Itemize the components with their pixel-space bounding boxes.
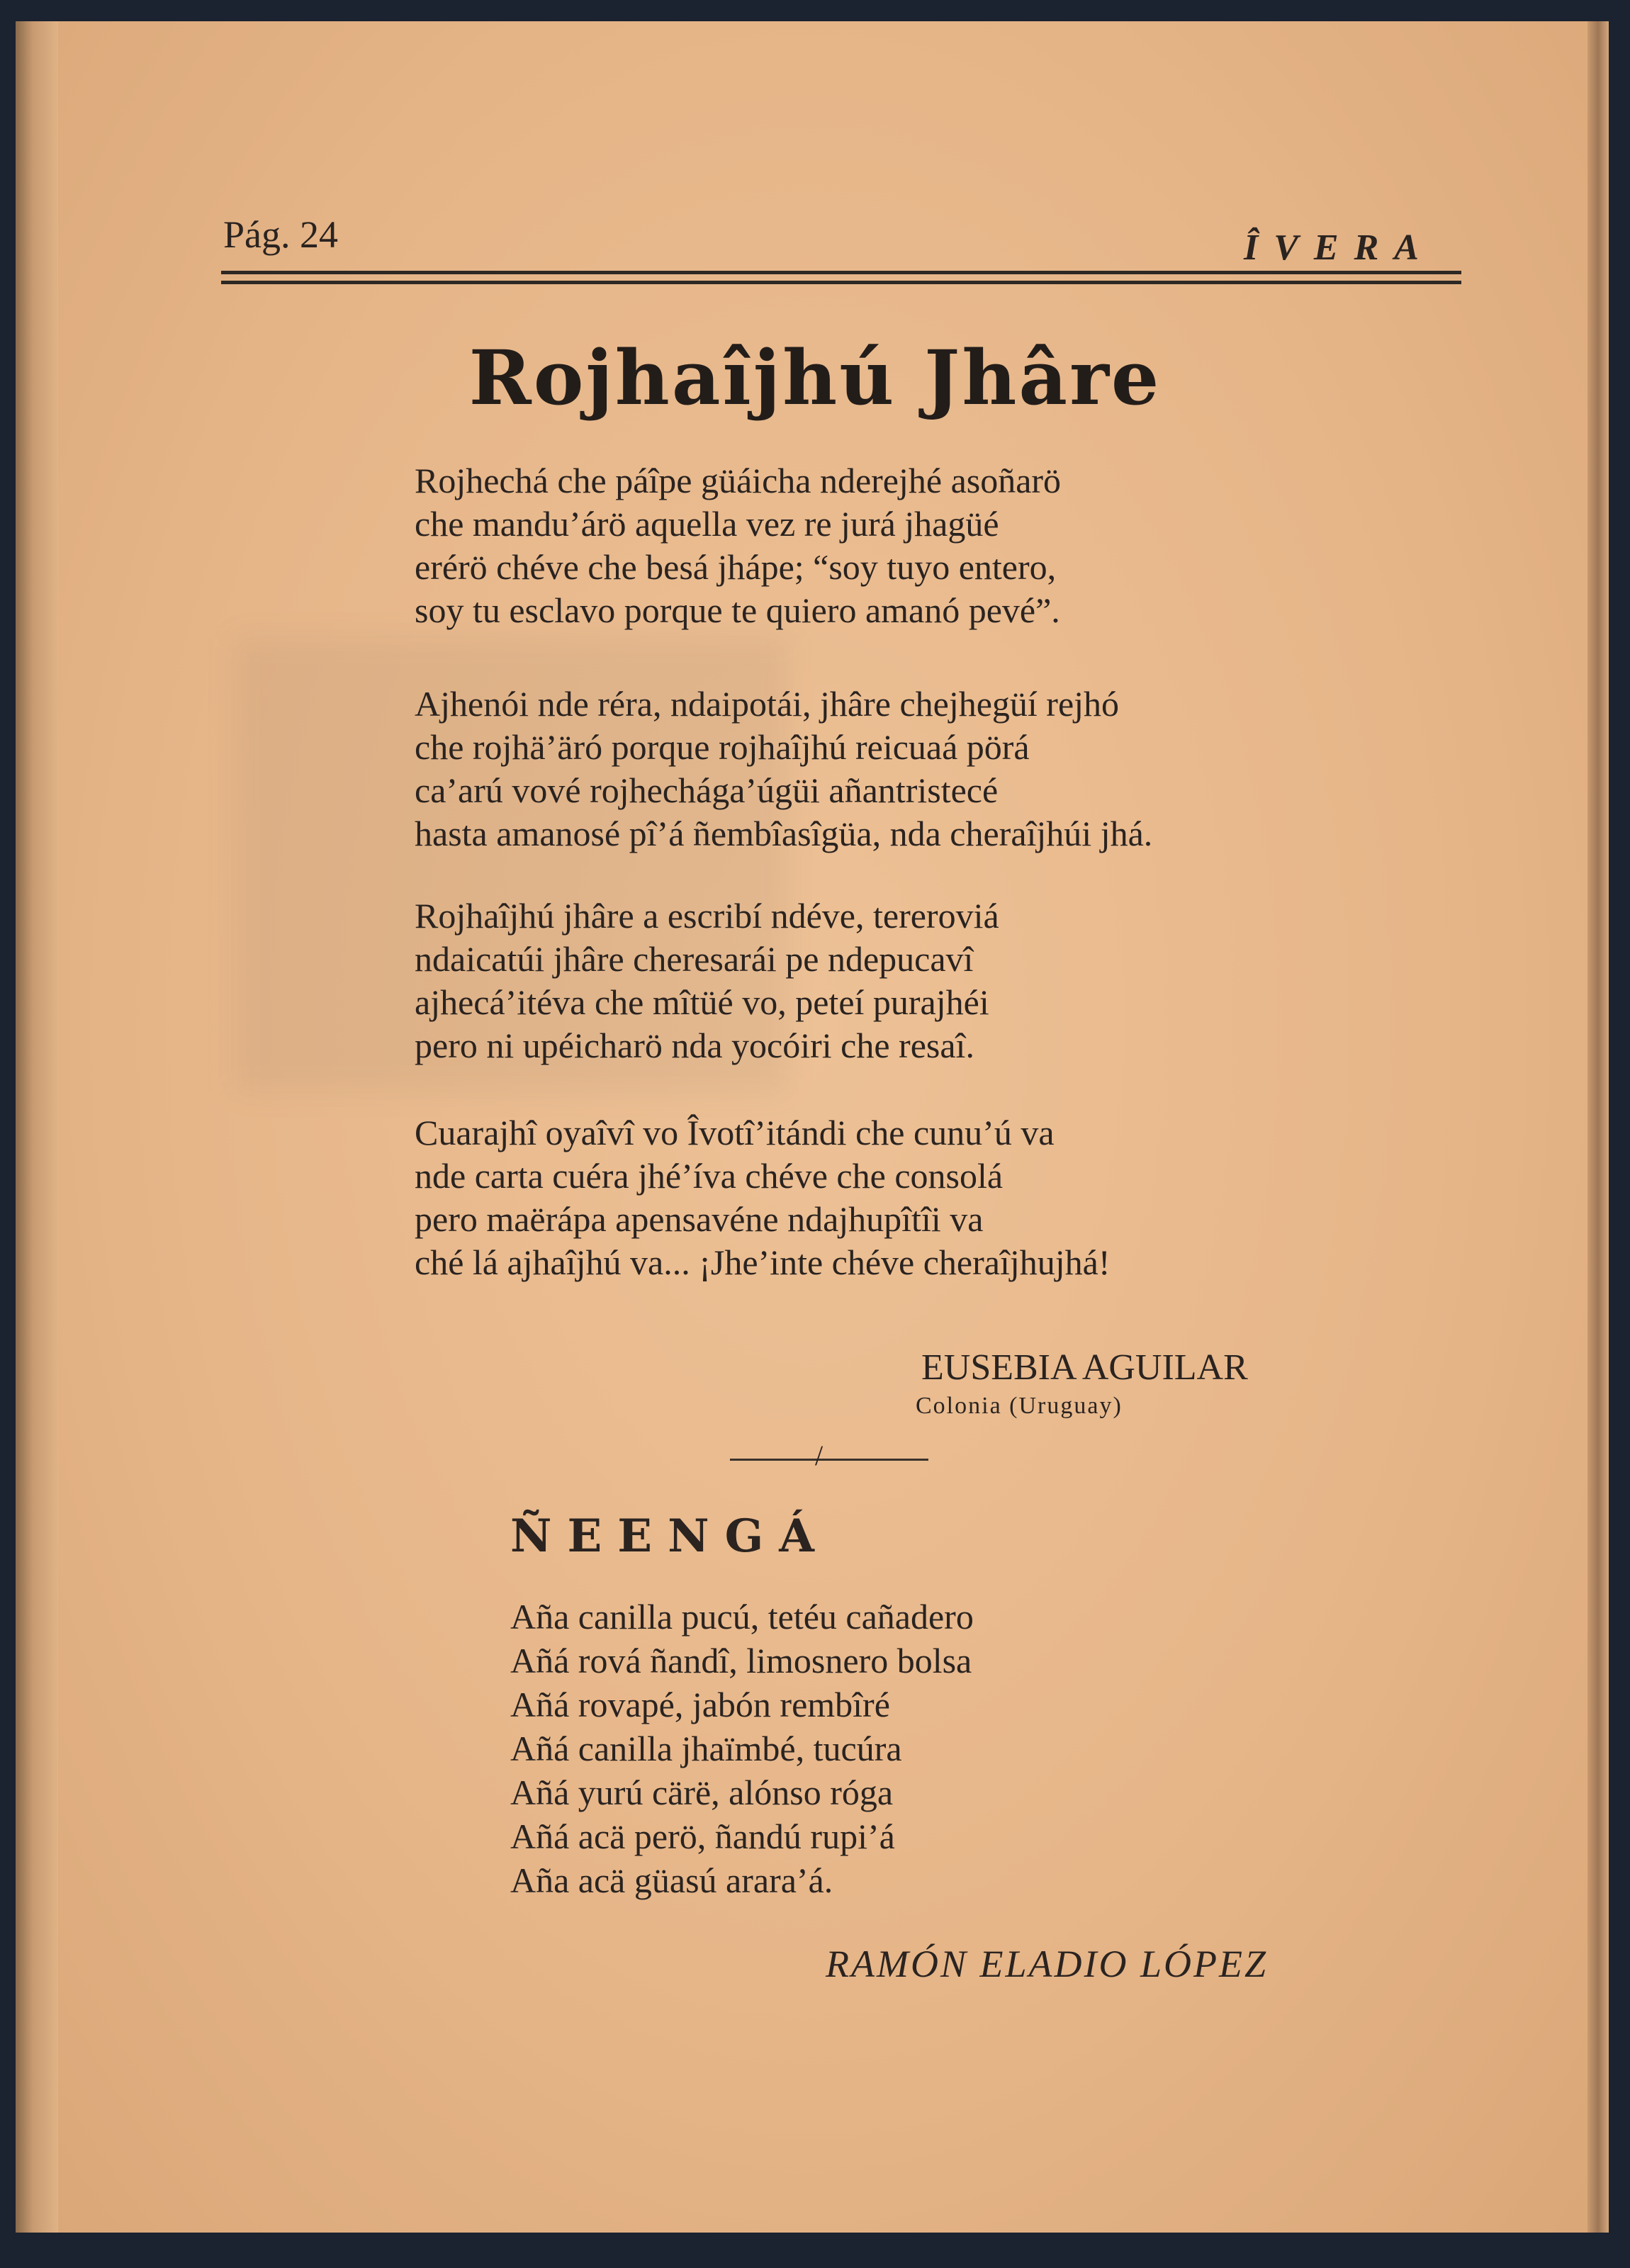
stanza-1 [415,459,1061,632]
poem-line: Aña canilla pucú, tetéu cañadero [510,1597,974,1637]
author-name-2: RAMÓN ELADIO LÓPEZ [826,1943,1268,1985]
section-divider [730,1459,928,1461]
poem-title: Rojhaîjhú Jhâre [468,333,1162,422]
poem-line: che mandu’árö aquella vez re jurá jhagüé [415,504,999,544]
poem-line: che rojhä’äró porque rojhaîjhú reicuaá pörá [415,727,1030,767]
poem-line: Añá yurú cärë, alónso róga [510,1773,894,1812]
poem-2-body [510,1595,974,1902]
poem-line: Rojhechá che páîpe güáicha nderejhé asoñarö [415,461,1062,500]
header-rule-top [221,271,1461,274]
poem-line: hasta amanosé pî’á ñembîasîgüa, nda cheraîjhúi jhá. [415,814,1153,853]
magazine-title: ÎVERA [1244,228,1434,268]
poem-line: Aña acä güasú arara’á. [510,1860,833,1900]
author-name: EUSEBIA AGUILAR [921,1347,1248,1388]
poem-line: pero ni upéicharö nda yocóiri che resaî. [415,1026,974,1065]
poem-line: Rojhaîjhú jhâre a escribí ndéve, tereroviá [415,896,999,936]
poem-line: ca’arú vové rojhechága’úgüi añantristecé [415,770,999,810]
poem-title-2: ÑEENGÁ [510,1510,830,1563]
poem-line: ndaicatúi jhâre cheresarái pe ndepucavî [415,939,974,979]
poem-line: ché lá ajhaîjhú va... ¡Jhe’inte chéve cheraîjhujhá! [415,1242,1111,1282]
poem-line: Añá rová ñandî, limosnero bolsa [510,1641,972,1680]
poem-line: Ajhenói nde réra, ndaipotái, jhâre chejhegüí rejhó [415,684,1120,724]
poem-line: ajhecá’itéva che mîtüé vo, peteí purajhéi [415,982,989,1022]
divider-mark: / [815,1439,824,1471]
scan-border [16,2233,1610,2268]
stanza-4 [415,1111,1110,1284]
poem-line: Añá rovapé, jabón rembîré [510,1685,890,1724]
poem-line: Añá canilla jhaïmbé, tucúra [510,1729,902,1768]
header-rule-bottom [221,281,1461,284]
stanza-2 [415,683,1152,855]
poem-line: nde carta cuéra jhé’íva chéve che consolá [415,1156,1004,1196]
poem-line: soy tu esclavo porque te quiero amanó pevé”. [415,590,1060,630]
poem-line: pero maërápa apensavéne ndajhupîtîi va [415,1199,984,1239]
poem-line: Añá acä perö, ñandú rupi’á [510,1817,895,1856]
stanza-3 [415,894,999,1067]
author-location: Colonia (Uruguay) [916,1393,1123,1419]
poem-line: Cuarajhî oyaîvî vo Îvotî’itándi che cunu’ú va [415,1113,1055,1152]
poem-line: erérö chéve che besá jhápe; “soy tuyo entero, [415,547,1057,587]
page-number: Pág. 24 [223,213,338,256]
